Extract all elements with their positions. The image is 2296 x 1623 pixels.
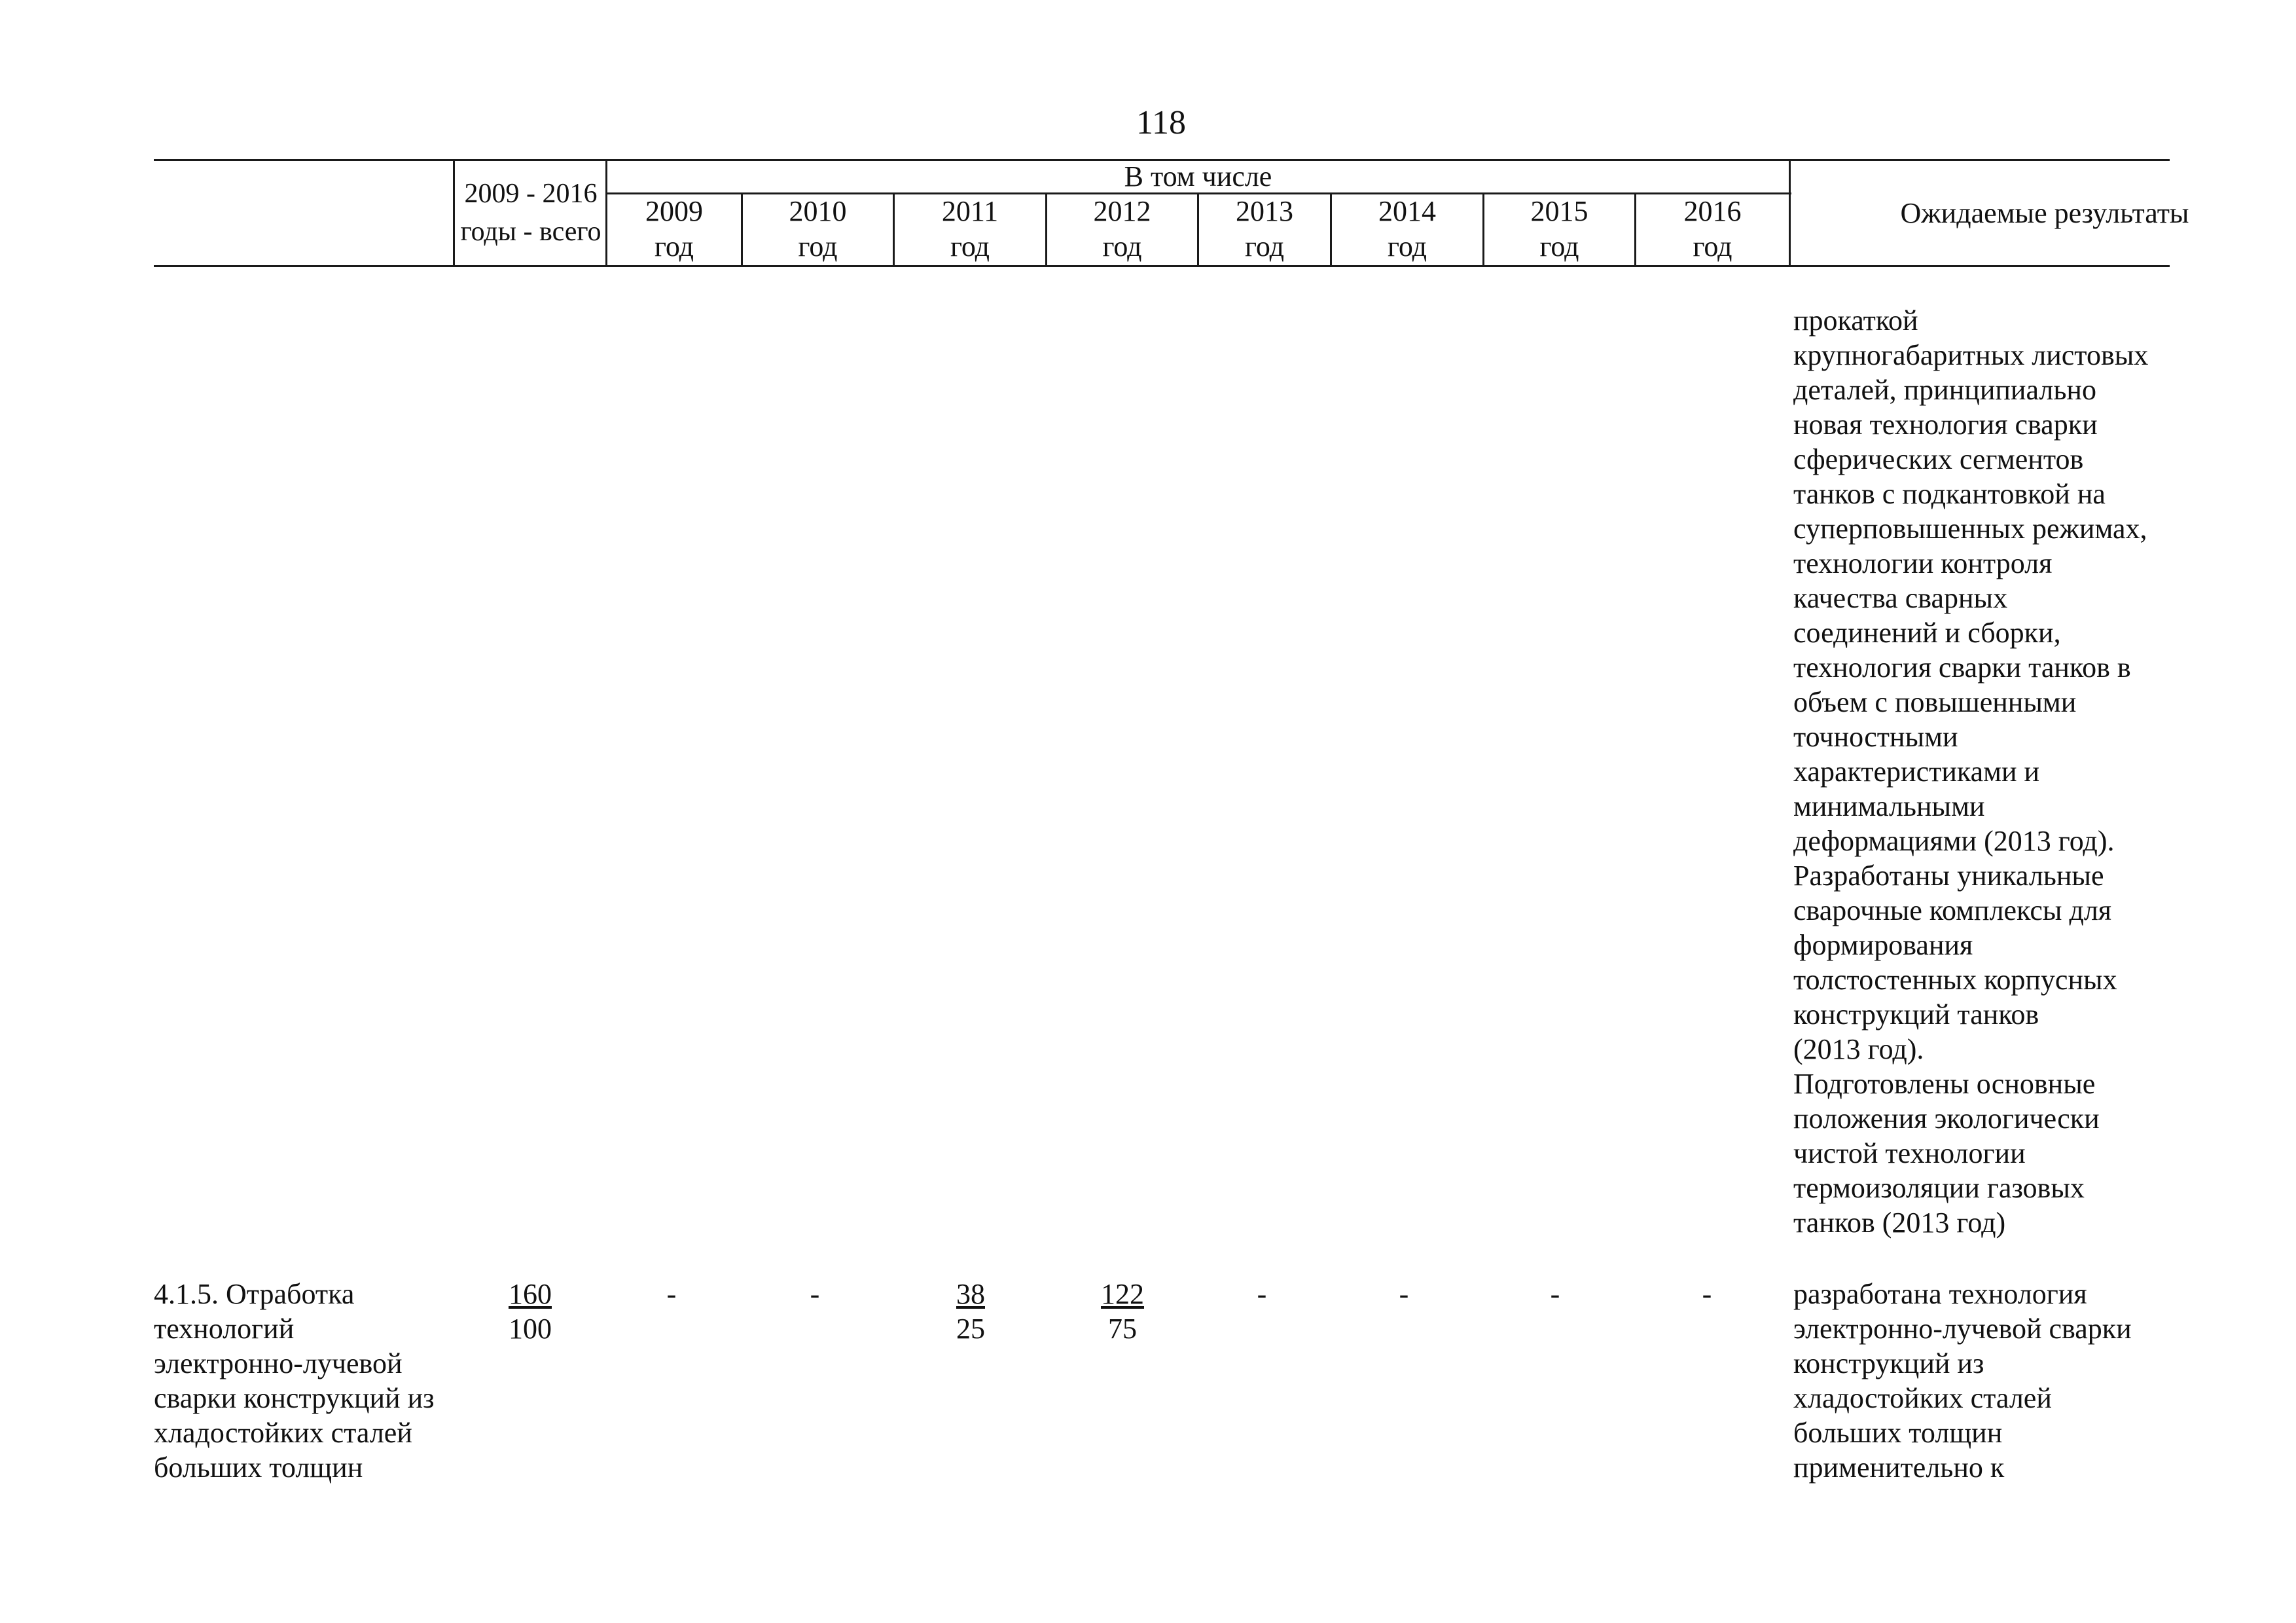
header-year-2015: 2015 год <box>1530 195 1588 263</box>
header-year-2014: 2014 год <box>1378 195 1436 263</box>
value-2012: 122 75 <box>1101 1278 1144 1345</box>
header-year-2012: 2012 год <box>1093 195 1151 263</box>
divider <box>1789 159 1791 267</box>
row-results: разработана технология электронно-лучевой сварки конструкций из хладостойких сталей больших толщин применительно к <box>1793 1278 2132 1484</box>
value-2015: - <box>1550 1278 1560 1310</box>
value-2016: - <box>1702 1278 1712 1310</box>
value-2014: - <box>1399 1278 1409 1310</box>
continued-results: прокаткой крупногабаритных листовых деталей, принципиально новая технология сварки сферических сегментов танков с подкантовкой на суперповышенных режимах, технологии контроля качества сварных соединений и сборки, технология сварки танков в объем с повышенными точностными характеристиками и минимальными деформациями (2013 год). Разработаны уникальные сварочные комплексы для формирования толстостенных корпусных конструкций танков (2013 год). Подготовлены основные положения экологически чистой технологии термоизоляции газовых танков (2013 год) <box>1793 304 2149 1239</box>
header-year-2016: 2016 год <box>1683 195 1742 263</box>
header-year-2013: 2013 год <box>1236 195 1293 263</box>
header-total-years: 2009 - 2016 <box>464 179 598 209</box>
value-2013: - <box>1257 1278 1267 1310</box>
header-year-2009: 2009 год <box>645 195 703 263</box>
value-2009: - <box>666 1278 677 1310</box>
header-results: Ожидаемые результаты <box>1900 197 2189 229</box>
page-number: 118 <box>1136 104 1187 141</box>
header-total-label: годы - всего <box>460 217 601 247</box>
value-2011: 38 25 <box>956 1278 985 1345</box>
task-name: 4.1.5. Отработка технологий электронно-лучевой сварки конструкций из хладостойких сталей больших толщин <box>154 1278 435 1484</box>
value-2010: - <box>810 1278 820 1310</box>
header-in-total: В том числе <box>1124 160 1272 192</box>
divider <box>453 159 455 267</box>
header-year-2010: 2010 год <box>789 195 847 263</box>
header-year-2011: 2011 год <box>941 195 999 263</box>
total-value: 160 100 <box>509 1278 552 1345</box>
